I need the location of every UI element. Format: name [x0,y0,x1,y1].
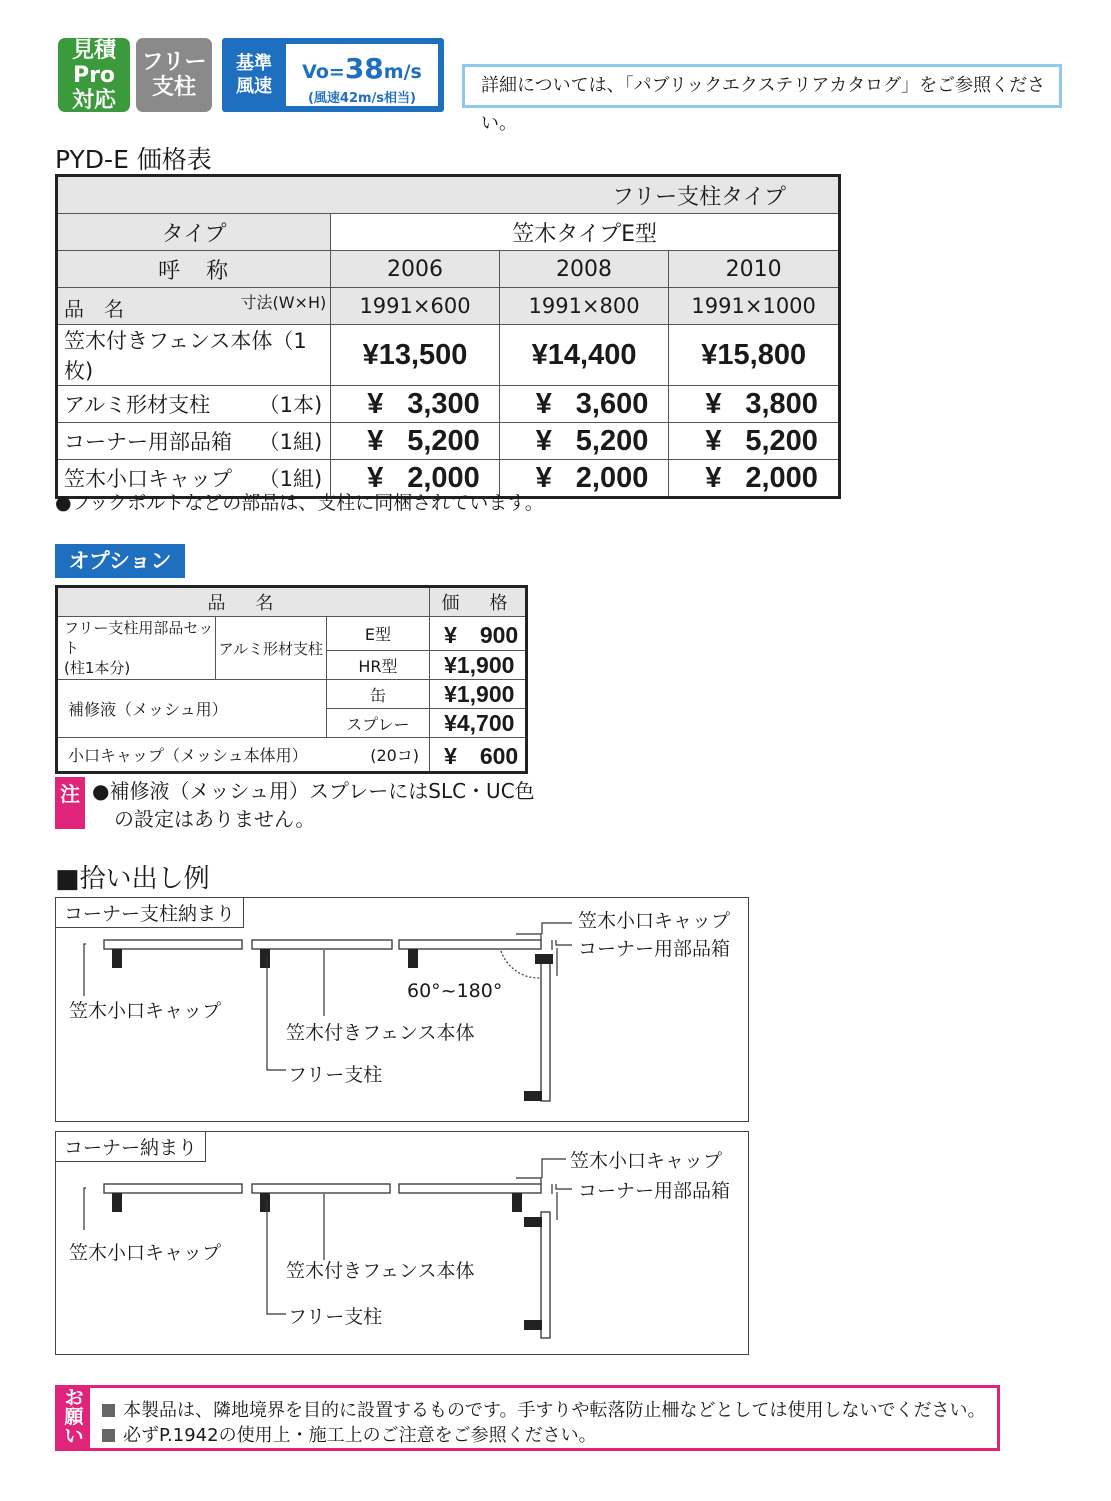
price-cell [331,386,500,423]
label-angle: 60°~180° [407,980,503,1002]
price-cell [499,423,669,460]
opt-e-price: ¥ 900 [430,617,527,651]
opt-e-type: E型 [326,617,429,651]
option-table [55,585,528,774]
label-cap-top: 笠木小口キャップ [570,1150,723,1172]
opt-cap-price: ¥ 600 [430,738,527,773]
yen-sign: ¥ [705,387,722,420]
post-mark [260,949,270,968]
wind-label-text: 基準 [236,53,272,74]
opt-header-price: 価 格 [430,587,527,617]
wind-number: 38 [344,52,384,85]
fence-rail [252,940,392,949]
post-mark [524,1217,542,1227]
corner-diagram [55,1131,749,1355]
price-value: 2,000 [575,461,649,494]
price-value: 2,000 [745,461,818,494]
warning-text: 本製品は、隣地境界を目的に設置するものです。手すりや転落防止柵などとしては使用しないでください。 [123,1400,986,1421]
opt-cap-qty: (20コ) [370,746,420,765]
estimate-pro-badge [58,38,130,112]
yen-sign: ¥ [535,461,552,494]
wind-label-text: 風速 [236,76,272,97]
col-size: 1991×600 [331,288,500,325]
fence-rail [104,940,242,949]
row-name-text: コーナー用部品箱 [64,430,232,454]
opt-spray: スプレー [326,709,429,738]
opt-spray-price: ¥4,700 [430,709,527,738]
warning-tag: お願い [58,1388,90,1449]
row-name [57,386,331,423]
group-header: フリー支柱タイプ [57,176,840,214]
label-post: フリー支柱 [288,1064,383,1086]
price-cell: ¥15,800 [669,325,840,386]
price-cell: ¥14,400 [499,325,669,386]
name-label: 呼 称 [57,251,331,288]
row-name [57,325,331,386]
opt-header-name: 品 名 [57,587,430,617]
price-cell [499,386,669,423]
label-corner-box: コーナー用部品箱 [578,938,731,960]
free-post-badge [136,38,212,112]
yen-sign: ¥ [367,424,384,457]
price-value: 5,200 [745,424,818,457]
price-value: 2,000 [407,461,480,494]
fence-rail [104,1184,242,1193]
badge-text: 対応 [71,87,116,113]
badge-text: 支柱 [151,75,196,100]
fence-rail [399,1184,541,1193]
fence-rail [399,940,541,949]
col-code: 2006 [331,251,500,288]
row-qty: （1本) [258,393,323,417]
post-mark [512,1193,522,1212]
row-name-text: 笠木小口キャップ [64,467,232,491]
note-tag: 注 [55,777,85,829]
product-size-header [57,288,331,325]
warning-line [102,1421,597,1447]
wind-value-box [286,44,438,106]
col-code: 2010 [669,251,840,288]
diagram-label: コーナー納まり [56,1132,206,1162]
price-cell: ¥13,500 [331,325,500,386]
product-label: 品 名 [64,297,124,321]
label-cap-top: 笠木小口キャップ [578,910,731,932]
wind-sub: (風速42m/s相当) [307,91,416,106]
fence-rail [541,961,550,1101]
row-qty: （1組) [258,467,323,491]
price-footnote: ●フックボルトなどの部品は、支柱に同梱されています。 [55,492,544,514]
row-name-text: 笠木付きフェンス本体（1枚) [64,329,307,383]
post-mark [112,1193,122,1212]
yen-sign: ¥ [705,424,722,457]
size-label: 寸法(W×H) [240,293,327,312]
opt-can: 缶 [326,680,429,709]
price-value: 3,300 [407,387,480,420]
square-bullet-icon [102,1404,115,1417]
col-code: 2008 [499,251,669,288]
row-name-text: アルミ形材支柱 [64,393,211,417]
warning-line [102,1396,986,1422]
opt-can-price: ¥1,900 [430,680,527,709]
fence-rail [252,1184,390,1193]
post-mark [535,954,553,964]
label-corner-box: コーナー用部品箱 [578,1180,731,1202]
post-mark [408,949,418,968]
row-qty: （1組) [258,430,323,454]
post-mark [112,949,122,968]
fence-rail [541,1212,550,1338]
price-value: 5,200 [575,424,649,457]
col-size: 1991×1000 [669,288,840,325]
diagram-label: コーナー支柱納まり [56,898,244,928]
yen-sign: ¥ [367,461,384,494]
col-size: 1991×800 [499,288,669,325]
option-note-line: の設定はありません。 [114,807,316,831]
price-table [55,174,841,499]
post-mark [260,1193,270,1212]
price-cell [669,386,840,423]
badge-text: フリー [141,50,207,75]
post-mark [524,1091,542,1101]
price-value: 5,200 [407,424,480,457]
yen-sign: ¥ [535,387,552,420]
corner-post-diagram [55,897,749,1122]
label-fence: 笠木付きフェンス本体 [286,1022,475,1044]
opt-set-name [57,617,216,680]
opt-repair-name: 補修液（メッシュ用） [57,680,327,738]
wind-speed-badge [222,38,444,112]
opt-set-name-line: フリー支柱用部品セット [64,619,214,657]
wind-unit: m/s [383,61,422,83]
label-fence: 笠木付きフェンス本体 [286,1260,475,1282]
yen-sign: ¥ [367,387,384,420]
type-label: タイプ [57,214,331,251]
label-cap-left: 笠木小口キャップ [69,1000,222,1022]
yen-sign: ¥ [535,424,552,457]
row-name [57,423,331,460]
price-cell [669,460,840,498]
yen-sign: ¥ [705,461,722,494]
wind-value [286,52,438,85]
option-note [92,777,535,833]
type-value: 笠木タイプE型 [331,214,840,251]
price-table-title: PYD-E 価格表 [55,145,212,174]
warning-box [55,1385,1000,1451]
opt-cap-text: 小口キャップ（メッシュ本体用） [68,746,308,765]
catalog-note: 詳細については、「パブリックエクステリアカタログ」をご参照ください。 [462,64,1062,108]
price-value: 3,800 [745,387,818,420]
opt-cap-name [57,738,430,773]
opt-hr-price: ¥1,900 [430,651,527,680]
opt-set-sub: アルミ形材支柱 [215,617,326,680]
post-mark [524,1320,542,1330]
label-post: フリー支柱 [288,1306,383,1328]
square-bullet-icon [102,1429,115,1442]
option-tag: オプション [55,544,185,578]
price-cell [331,423,500,460]
label-cap-left: 笠木小口キャップ [69,1242,222,1264]
price-value: 3,600 [575,387,649,420]
badge-text: 見積Pro [71,37,116,88]
warning-text: 必ずP.1942の使用上・施工上のご注意をご参照ください。 [123,1425,597,1446]
wind-label [222,38,286,112]
opt-set-name-line: (柱1本分) [64,659,131,677]
diagram-section-title: ■拾い出し例 [55,864,210,894]
wind-prefix: Vo= [302,61,345,83]
price-cell [669,423,840,460]
opt-hr-type: HR型 [326,651,429,680]
option-note-line: ●補修液（メッシュ用）スプレーにはSLC・UC色 [92,779,535,803]
